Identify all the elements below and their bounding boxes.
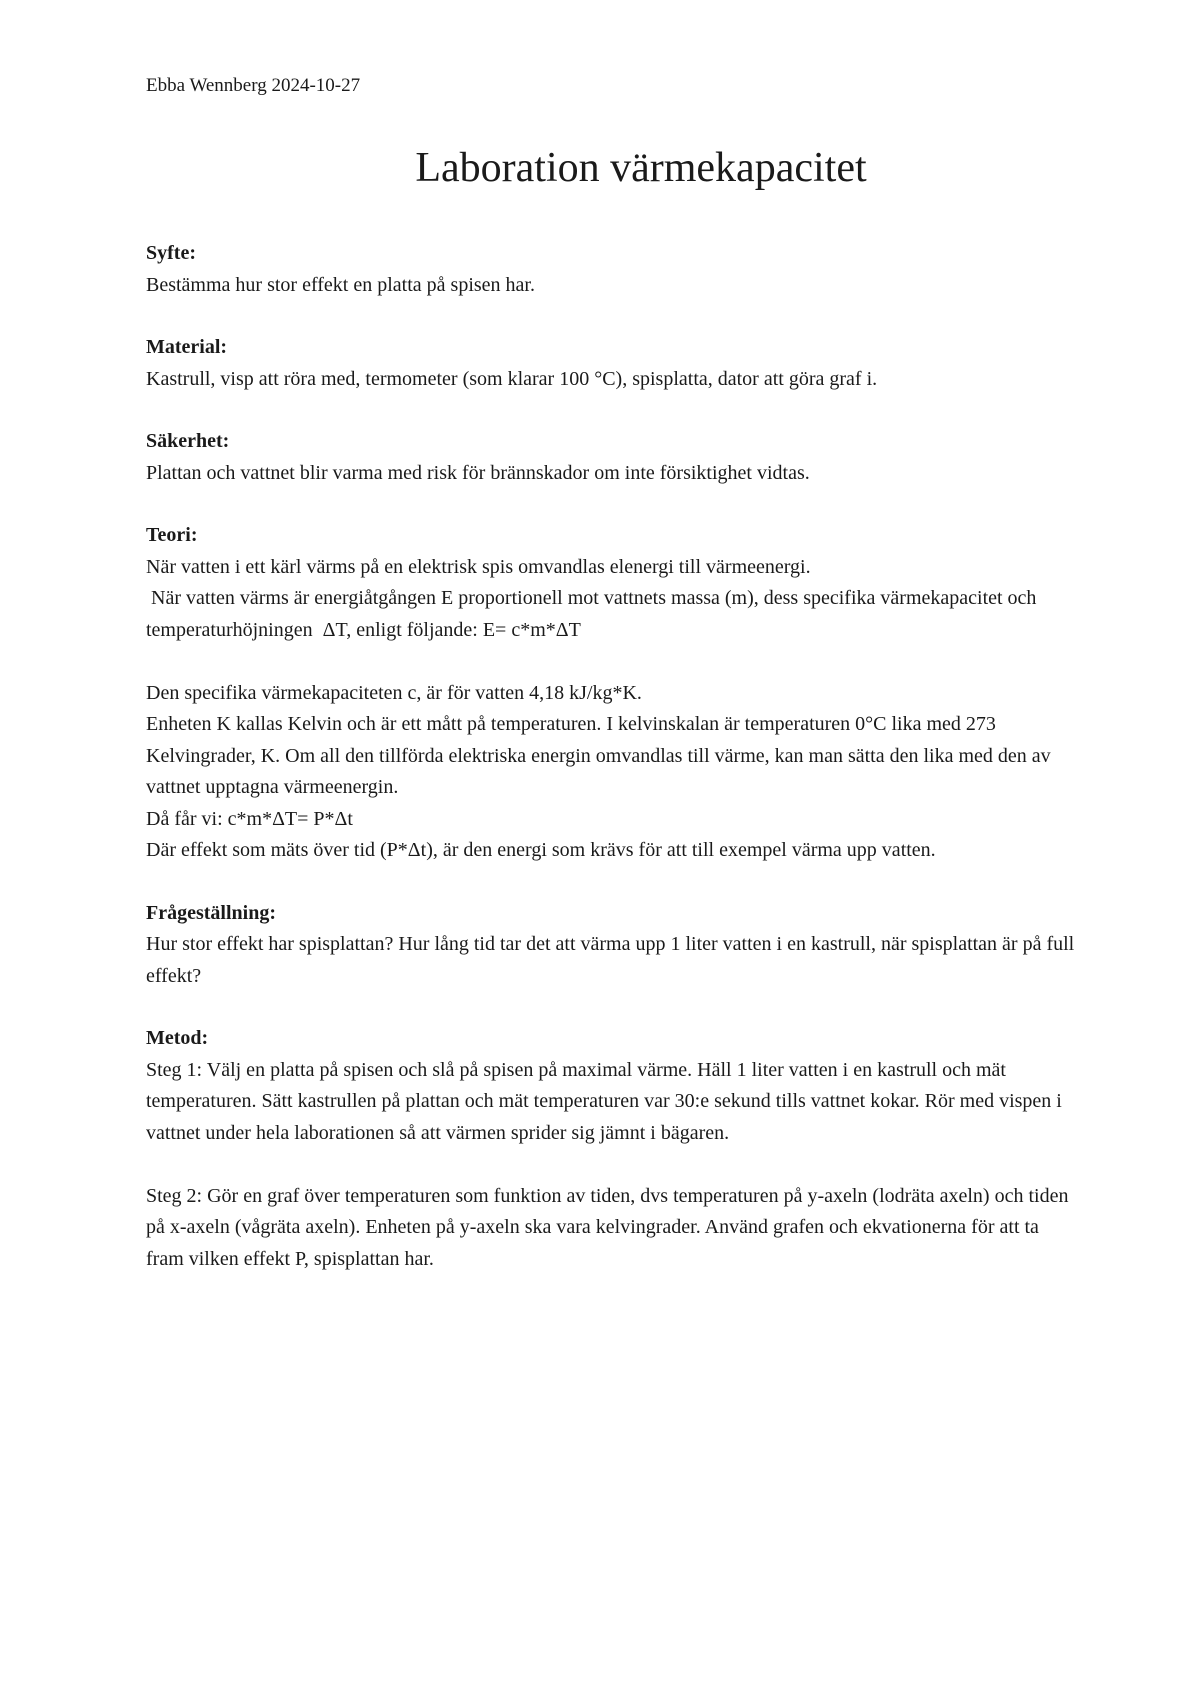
section-metod: [146, 1023, 1076, 1275]
metod-steg-1: Steg 1: Välj en platta på spisen och slå på spisen på maximal värme. Häll 1 liter vatten i en kastrull och mät temperaturen. Sätt kastrullen på plattan och mät temperaturen var 30:e sekund tills vattnet kokar. Rör med vispen i vattnet under hela laborationen så att värmen sprider sig jämnt i bägaren.: [146, 1058, 1062, 1144]
section-heading-sakerhet: Säkerhet:: [146, 430, 230, 452]
section-heading-material: Material:: [146, 336, 228, 358]
section-text-fragestallning: Hur stor effekt har spisplattan? Hur lång tid tar det att värma upp 1 liter vatten i en kastrull, när spisplattan är på full effekt?: [146, 933, 1075, 987]
teori-paragraph-2: När vatten värms är energiåtgången E proportionell mot vattnets massa (m), dess specifika värmekapacitet och temperaturhöjningen ΔT, enligt följande: E= c*m*ΔT: [146, 587, 1042, 641]
author-date-line: Ebba Wennberg 2024-10-27: [146, 75, 361, 96]
section-teori: [146, 520, 1076, 867]
section-text-syfte: Bestämma hur stor effekt en platta på spisen har.: [146, 273, 535, 296]
teori-paragraph-6: Där effekt som mäts över tid (P*Δt), är den energi som krävs för att till exempel värma upp vatten.: [146, 839, 936, 861]
section-text-sakerhet: Plattan och vattnet blir varma med risk för brännskador om inte försiktighet vidtas.: [146, 461, 810, 484]
page-title: Laboration värmekapacitet: [415, 145, 867, 191]
teori-paragraph-4: Enheten K kallas Kelvin och är ett mått på temperaturen. I kelvinskalan är temperaturen 0°C lika med 273 Kelvingrader, K. Om all den tillförda elektriska energin omvandlas till värme, kan man sätta den lika med den av vattnet upptagna värmeenergin.: [146, 713, 1051, 798]
document-page: [146, 72, 1076, 1270]
section-heading-teori: Teori:: [146, 524, 198, 546]
section-syfte: [146, 238, 1076, 301]
section-heading-fragestallning: Frågeställning:: [146, 901, 276, 924]
section-heading-syfte: Syfte:: [146, 242, 196, 264]
section-fragestallning: [146, 898, 1076, 993]
paragraph-gap: [146, 646, 1076, 678]
section-sakerhet: [146, 426, 1076, 489]
paragraph-gap: [146, 1149, 1076, 1181]
section-material: [146, 332, 1076, 395]
teori-paragraph-5: Då får vi: c*m*ΔT= P*Δt: [146, 807, 353, 830]
section-heading-metod: Metod:: [146, 1027, 209, 1049]
section-text-material: Kastrull, visp att röra med, termometer (som klarar 100 °C), spisplatta, dator att göra graf i.: [146, 367, 878, 390]
metod-steg-2: Steg 2: Gör en graf över temperaturen som funktion av tiden, dvs temperaturen på y-axeln (lodräta axeln) och tiden på x-axeln (vågräta axeln). Enheten på y-axeln ska vara kelvingrader. Använd grafen och ekvationerna för att ta fram vilken effekt P, spisplattan har.: [146, 1184, 1069, 1270]
document-body: [146, 238, 1076, 1306]
teori-paragraph-3: Den specifika värmekapaciteten c, är för vatten 4,18 kJ/kg*K.: [146, 681, 642, 704]
teori-paragraph-1: När vatten i ett kärl värms på en elektrisk spis omvandlas elenergi till värmeenergi.: [146, 555, 811, 578]
